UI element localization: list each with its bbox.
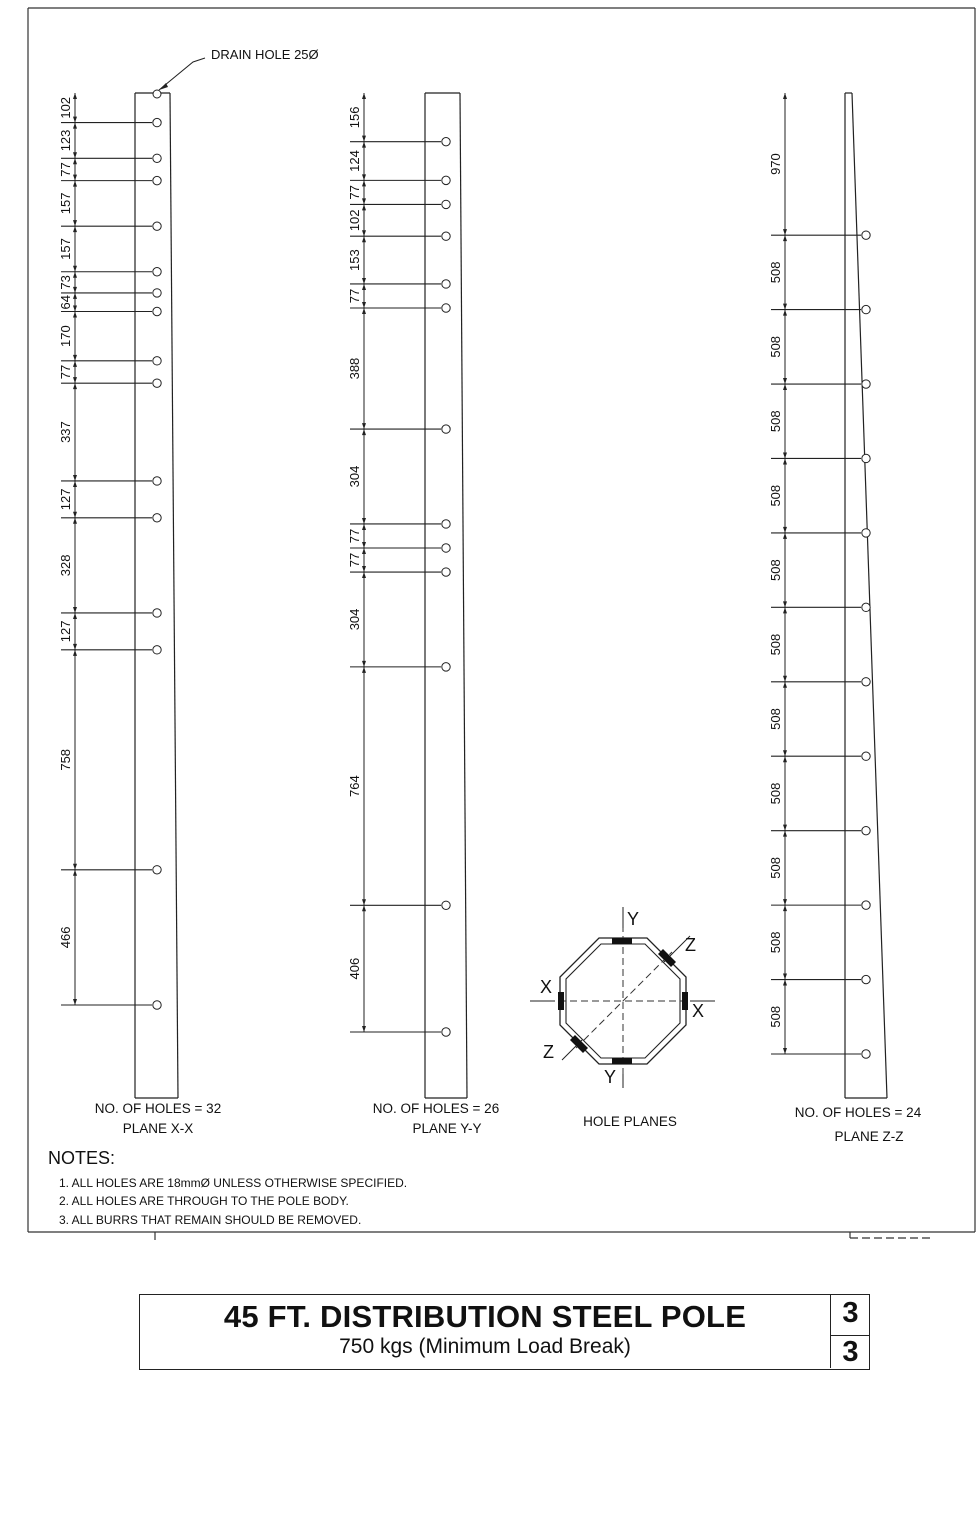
- dimension-arrow: [783, 533, 787, 539]
- plane-z-z-name: PLANE Z-Z: [834, 1129, 904, 1144]
- hole-mark: [442, 137, 450, 145]
- plane-x-x-name: PLANE X-X: [122, 1121, 194, 1136]
- hole-mark: [862, 1050, 870, 1058]
- dimension-arrow: [783, 750, 787, 756]
- hole-mark: [442, 176, 450, 184]
- dimension-arrow: [783, 601, 787, 607]
- dimension-arrow: [362, 518, 366, 524]
- dimension-label: 157: [58, 238, 73, 260]
- hole-mark: [153, 609, 161, 617]
- dimension-arrow: [362, 899, 366, 905]
- hole-mark: [153, 477, 161, 485]
- dimension-chain: [347, 93, 450, 1036]
- pole-outline: [845, 93, 887, 1098]
- hole-mark: [862, 454, 870, 462]
- dimension-arrow: [783, 682, 787, 688]
- notes: [48, 1148, 407, 1227]
- dimension-label: 758: [58, 748, 73, 771]
- hole-mark: [862, 678, 870, 686]
- pole-outline: [135, 93, 178, 1098]
- hole-mark: [153, 357, 161, 365]
- dimension-label: 127: [58, 488, 73, 511]
- dimension-arrow: [362, 566, 366, 572]
- note-item: 1. ALL HOLES ARE 18mmØ UNLESS OTHERWISE SPECIFIED.: [59, 1176, 408, 1190]
- dimension-label: 77: [58, 364, 73, 380]
- dimension-arrow: [362, 180, 366, 186]
- dimension-arrow: [73, 999, 77, 1005]
- dimension-label: 508: [768, 1005, 783, 1028]
- dimension-arrow: [73, 158, 77, 164]
- hole-mark: [442, 568, 450, 576]
- hole-mark: [862, 826, 870, 834]
- dimension-arrow: [362, 278, 366, 284]
- dimension-arrow: [783, 304, 787, 310]
- plane-label-y-bottom: Y: [604, 1067, 617, 1087]
- hole-mark: [153, 268, 161, 276]
- dimension-label: 764: [347, 775, 362, 797]
- plane-y-y-drawing: [347, 93, 499, 1136]
- dimension-label: 508: [768, 708, 783, 730]
- dimension-arrow: [362, 548, 366, 554]
- dimension-arrow: [783, 310, 787, 316]
- sheet-border: [28, 8, 975, 1240]
- dimension-arrow: [73, 355, 77, 361]
- hole-mark: [153, 514, 161, 522]
- dimension-arrow: [73, 864, 77, 870]
- dimension-arrow: [783, 235, 787, 241]
- hole-mark: [862, 529, 870, 537]
- hole-mark: [442, 901, 450, 909]
- dimension-label: 77: [347, 288, 362, 304]
- dimension-arrow: [73, 518, 77, 524]
- notes-heading: NOTES:: [48, 1148, 116, 1168]
- plane-label-x-left: X: [540, 977, 553, 997]
- dimension-arrow: [73, 644, 77, 650]
- dimension-arrow: [783, 229, 787, 235]
- dimension-arrow: [783, 607, 787, 613]
- hole-mark: [153, 866, 161, 874]
- dimension-label: 73: [58, 275, 73, 290]
- plane-label-y-top: Y: [627, 909, 640, 929]
- hole-mark: [153, 289, 161, 297]
- dimension-arrow: [362, 284, 366, 290]
- dimension-label: 304: [347, 608, 362, 631]
- dimension-arrow: [783, 1048, 787, 1054]
- dimension-arrow: [73, 293, 77, 299]
- dimension-arrow: [362, 93, 366, 99]
- dimension-arrow: [362, 524, 366, 530]
- plane-label-z-bottom: Z: [543, 1042, 554, 1062]
- dimension-label: 124: [347, 150, 362, 172]
- dimension-arrow: [362, 542, 366, 548]
- plane-y-y-holes-label: NO. OF HOLES = 26: [372, 1101, 500, 1116]
- dimension-label: 77: [58, 162, 73, 177]
- dimension-arrow: [783, 974, 787, 980]
- dimension-label: 508: [768, 559, 783, 581]
- dimension-label: 64: [58, 294, 73, 310]
- dimension-arrow: [73, 481, 77, 487]
- dimension-label: 157: [58, 192, 73, 215]
- hole-mark: [442, 232, 450, 240]
- dimension-arrow: [73, 272, 77, 278]
- dimension-arrow: [362, 667, 366, 673]
- hole-mark: [442, 544, 450, 552]
- hole-mark: [153, 222, 161, 230]
- sheet-number: 3: [842, 1297, 859, 1329]
- dimension-arrow: [362, 174, 366, 180]
- dimension-arrow: [73, 613, 77, 619]
- hole-mark: [862, 752, 870, 760]
- hole-mark: [862, 380, 870, 388]
- plane-z-z-drawing: [768, 93, 922, 1144]
- dimension-arrow: [362, 302, 366, 308]
- dimension-label: 508: [768, 484, 783, 507]
- hole-mark: [153, 118, 161, 126]
- hole-mark: [442, 520, 450, 528]
- dimension-label: 123: [58, 129, 73, 152]
- dimension-arrow: [73, 607, 77, 613]
- dimension-arrow: [73, 226, 77, 232]
- dimension-arrow: [362, 230, 366, 236]
- hole-mark: [862, 603, 870, 611]
- plane-label-z-top: Z: [685, 935, 696, 955]
- drain-hole-label: DRAIN HOLE 25Ø: [211, 47, 319, 62]
- dimension-arrow: [73, 512, 77, 518]
- dimension-arrow: [362, 236, 366, 242]
- plane-z-z-holes-label: NO. OF HOLES = 24: [794, 1105, 922, 1120]
- dimension-arrow: [783, 527, 787, 533]
- dimension-arrow: [783, 905, 787, 911]
- dimension-label: 77: [347, 185, 362, 200]
- note-item: 2. ALL HOLES ARE THROUGH TO THE POLE BODY.: [59, 1194, 349, 1208]
- dimension-label: 508: [768, 410, 783, 433]
- hole-mark: [862, 901, 870, 909]
- hole-mark: [862, 305, 870, 313]
- dimension-arrow: [783, 458, 787, 464]
- hole-mark: [153, 379, 161, 387]
- dimension-label: 970: [768, 153, 783, 175]
- sheet-total: 3: [831, 1335, 870, 1369]
- dimension-label: 170: [58, 325, 73, 348]
- hole-mark: [442, 304, 450, 312]
- plane-x-x-holes-label: NO. OF HOLES = 32: [94, 1101, 222, 1116]
- dimension-arrow: [73, 93, 77, 99]
- dimension-arrow: [783, 93, 787, 99]
- dimension-label: 508: [768, 261, 783, 284]
- sheet-indicator: [830, 1295, 870, 1368]
- dimension-arrow: [73, 175, 77, 181]
- dimension-label: 304: [347, 465, 362, 488]
- hole-planes-title: HOLE PLANES: [583, 1114, 677, 1129]
- dimension-arrow: [73, 287, 77, 293]
- hole-mark: [153, 646, 161, 654]
- dimension-label: 127: [58, 620, 73, 643]
- dimension-label: 406: [347, 957, 362, 980]
- dimension-arrow: [73, 870, 77, 876]
- hole-mark: [153, 154, 161, 162]
- dimension-label: 102: [347, 209, 362, 232]
- dimension-arrow: [362, 423, 366, 429]
- centerlines: [548, 925, 700, 1076]
- hole-mark: [442, 280, 450, 288]
- dimension-arrow: [362, 429, 366, 435]
- pole-outline: [425, 93, 467, 1098]
- dimension-arrow: [362, 661, 366, 667]
- dimension-arrow: [73, 123, 77, 129]
- plane-label-x-right: X: [692, 1001, 705, 1021]
- dimension-label: 508: [768, 633, 783, 656]
- plane-y-y-name: PLANE Y-Y: [412, 1121, 482, 1136]
- dimension-arrow: [73, 650, 77, 656]
- dimension-label: 388: [347, 357, 362, 380]
- hole-mark: [153, 176, 161, 184]
- hole-mark: [442, 200, 450, 208]
- drawing-title: 45 FT. DISTRIBUTION STEEL POLE: [223, 1299, 747, 1334]
- dimension-label: 102: [58, 96, 73, 119]
- hole-mark: [442, 425, 450, 433]
- plane-x-x-drawing: [58, 47, 319, 1136]
- dimension-arrow: [73, 383, 77, 389]
- dimension-arrow: [73, 152, 77, 158]
- hole-mark: [862, 975, 870, 983]
- dimension-arrow: [783, 384, 787, 390]
- drawing-subtitle: 750 kgs (Minimum Load Break): [339, 1335, 631, 1358]
- hole-mark: [442, 663, 450, 671]
- title-block: [139, 1294, 870, 1370]
- dimension-arrow: [362, 142, 366, 148]
- dimension-arrow: [783, 378, 787, 384]
- dimension-label: 153: [347, 249, 362, 271]
- hole-planes-diagram: [530, 907, 715, 1129]
- dimension-arrow: [73, 361, 77, 367]
- dimension-arrow: [362, 204, 366, 210]
- hole-mark: [153, 1001, 161, 1009]
- drain-hole-callout: [153, 47, 319, 98]
- dimension-arrow: [362, 198, 366, 204]
- dimension-label: 77: [347, 552, 362, 568]
- dimension-arrow: [783, 825, 787, 831]
- dimension-label: 156: [347, 106, 362, 129]
- dimension-arrow: [783, 676, 787, 682]
- hole-mark: [153, 307, 161, 315]
- dimension-label: 328: [58, 554, 73, 577]
- dimension-arrow: [783, 980, 787, 986]
- dimension-label: 77: [347, 528, 362, 544]
- dimension-arrow: [73, 117, 77, 123]
- dimension-label: 508: [768, 857, 783, 879]
- dimension-arrow: [73, 181, 77, 187]
- dimension-arrow: [362, 136, 366, 142]
- hole-mark: [442, 1028, 450, 1036]
- dimension-label: 508: [768, 782, 783, 805]
- dimension-arrow: [783, 452, 787, 458]
- dimension-arrow: [73, 220, 77, 226]
- dimension-arrow: [783, 831, 787, 837]
- dimension-chain: [768, 93, 870, 1058]
- dimension-label: 508: [768, 931, 783, 954]
- dimension-arrow: [73, 266, 77, 272]
- hole-mark: [862, 231, 870, 239]
- dimension-arrow: [73, 377, 77, 383]
- dimension-arrow: [73, 475, 77, 481]
- dimension-arrow: [362, 572, 366, 578]
- dimension-arrow: [783, 899, 787, 905]
- dimension-arrow: [362, 905, 366, 911]
- dimension-chain: [58, 93, 161, 1009]
- dimension-label: 508: [768, 335, 783, 358]
- dimension-label: 466: [58, 926, 73, 949]
- dimension-arrow: [362, 308, 366, 314]
- dimension-arrow: [73, 305, 77, 311]
- note-item: 3. ALL BURRS THAT REMAIN SHOULD BE REMOVED.: [59, 1213, 362, 1227]
- dimension-arrow: [362, 1026, 366, 1032]
- dimension-arrow: [73, 311, 77, 317]
- dimension-arrow: [783, 756, 787, 762]
- dimension-label: 337: [58, 421, 73, 443]
